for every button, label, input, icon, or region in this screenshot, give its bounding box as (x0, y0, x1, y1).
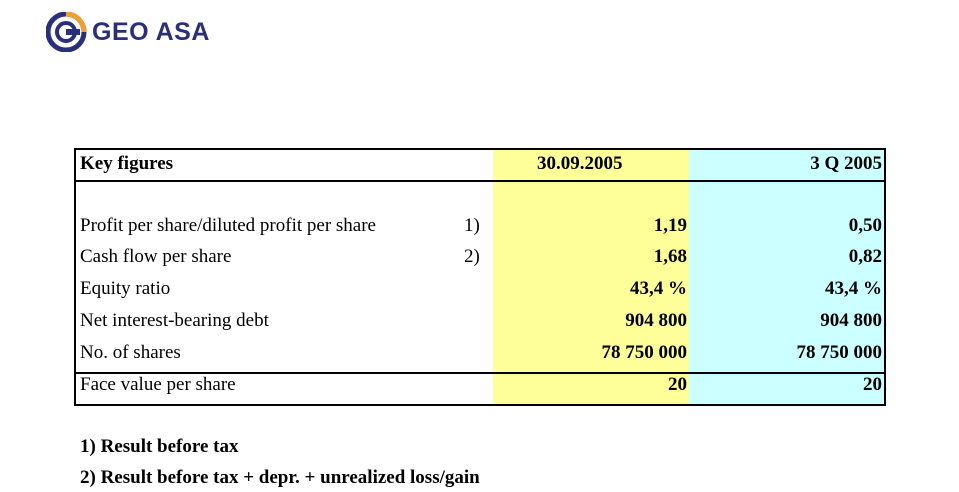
row-label-face-value: Face value per share (80, 374, 236, 395)
table-title: Key figures (80, 153, 174, 174)
row-label-cash-flow: Cash flow per share (80, 246, 232, 267)
row-label-net-debt: Net interest-bearing debt (80, 310, 269, 331)
table-border (74, 148, 886, 406)
row-value-q3: 0,82 (848, 246, 882, 267)
row-value-2005: 904 800 (625, 310, 687, 331)
geo-logo (46, 12, 210, 52)
row-value-2005: 20 (668, 374, 687, 395)
row-value-2005: 1,68 (653, 246, 687, 267)
row-value-2005: 78 750 000 (601, 342, 687, 363)
row-note-2: 2) (464, 246, 480, 267)
footnote-1: 1) Result before tax (80, 436, 239, 457)
geo-globe-icon (46, 12, 90, 52)
row-value-2005: 1,19 (653, 215, 687, 236)
row-value-q3: 20 (863, 374, 882, 395)
key-figures-table (74, 148, 886, 406)
row-label-profit-per-share: Profit per share/diluted profit per share (80, 215, 376, 236)
row-label-no-of-shares: No. of shares (80, 342, 181, 363)
column-header-date: 30.09.2005 (537, 153, 623, 174)
row-value-2005: 43,4 % (630, 278, 687, 299)
column-header-quarter: 3 Q 2005 (810, 153, 882, 174)
row-value-q3: 43,4 % (825, 278, 882, 299)
row-note-1: 1) (464, 215, 480, 236)
row-value-q3: 0,50 (848, 215, 882, 236)
row-value-q3: 78 750 000 (796, 342, 882, 363)
row-label-equity-ratio: Equity ratio (80, 278, 171, 299)
logo-text: GEO ASA (92, 17, 210, 46)
row-value-q3: 904 800 (820, 310, 882, 331)
footnote-2: 2) Result before tax + depr. + unrealized loss/gain (80, 467, 480, 488)
